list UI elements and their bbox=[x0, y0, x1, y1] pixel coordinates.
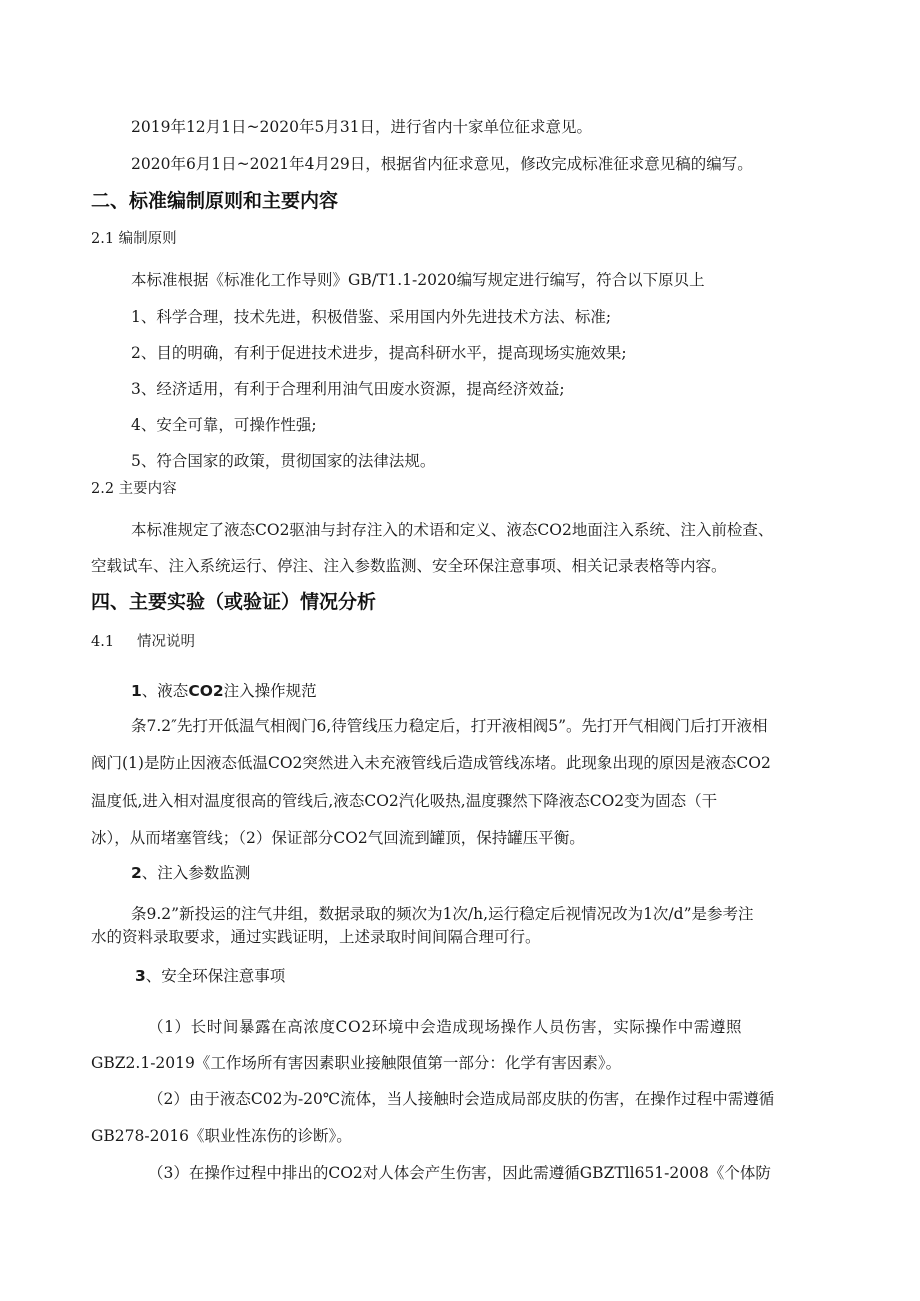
topic-2-paragraph-line-2: 水的资料录取要求，通过实践证明，上述录取时间间隔合理可行。 bbox=[91, 928, 541, 946]
section-2-heading: 二、标准编制原则和主要内容 bbox=[91, 190, 339, 212]
principle-item-4: 4、安全可靠，可操作性强; bbox=[131, 416, 317, 434]
topic-2-number: 2 bbox=[131, 864, 142, 882]
topic-3-label: 、安全环保注意事项 bbox=[145, 967, 286, 985]
safety-item-1-line-1: （1）长时间暴露在高浓度CO2环境中会造成现场操作人员伤害，实际操作中需遵照 bbox=[148, 1018, 743, 1036]
safety-item-3-line-1: （3）在操作过程中排出的CO2对人体会产生伤害，因此需遵循GBZTll651-2008《个体防 bbox=[148, 1164, 771, 1182]
topic-3-heading bbox=[135, 966, 285, 986]
subsection-4-1-number: 4.1 bbox=[91, 634, 115, 650]
section-4-heading: 四、主要实验（或验证）情况分析 bbox=[91, 591, 377, 613]
timeline-line-1: 2019年12月1日~2020年5月31日，进行省内十家单位征求意见。 bbox=[131, 118, 593, 136]
safety-item-1-line-2: GBZ2.1-2019《工作场所有害因素职业接触限值第一部分：化学有害因素》。 bbox=[91, 1054, 622, 1072]
principle-intro: 本标准根据《标准化工作导则》GB/T1.1-2020编写规定进行编写，符合以下原贝上 bbox=[131, 271, 705, 289]
subsection-2-1-heading: 2.1 编制原则 bbox=[91, 231, 177, 247]
subsection-2-2-heading: 2.2 主要内容 bbox=[91, 481, 177, 497]
topic-1-co2: CO2 bbox=[188, 682, 224, 700]
topic-2-label: 、注入参数监测 bbox=[141, 864, 251, 882]
content-paragraph-line-2: 空载试车、注入系统运行、停注、注入参数监测、安全环保注意事项、相关记录表格等内容。 bbox=[91, 557, 727, 575]
topic-1-paragraph-line-4: 冰），从而堵塞管线；（2）保证部分CO2气回流到罐顶，保持罐压平衡。 bbox=[91, 829, 585, 847]
topic-1-number: 1 bbox=[131, 682, 142, 700]
topic-1-label-end: 注入操作规范 bbox=[223, 682, 317, 700]
content-paragraph-line-1: 本标准规定了液态CO2驱油与封存注入的术语和定义、液态CO2地面注入系统、注入前检查、 bbox=[131, 521, 774, 539]
topic-1-paragraph-line-3: 温度低,进入相对温度很高的管线后,液态CO2汽化吸热,温度骤然下降液态CO2变为固态（干 bbox=[91, 792, 718, 810]
principle-item-2: 2、目的明确，有利于促进技术进步，提高科研水平，提高现场实施效果; bbox=[131, 344, 627, 362]
topic-1-heading bbox=[131, 681, 317, 701]
principle-item-3: 3、经济适用，有利于合理利用油气田废水资源，提高经济效益; bbox=[131, 380, 565, 398]
topic-3-number: 3 bbox=[135, 967, 146, 985]
subsection-4-1-title: 情况说明 bbox=[137, 634, 195, 650]
timeline-line-2: 2020年6月1日~2021年4月29日，根据省内征求意见，修改完成标准征求意见稿的编写。 bbox=[131, 155, 753, 173]
topic-2-heading bbox=[131, 863, 250, 883]
principle-item-5: 5、符合国家的政策，贯彻国家的法律法规。 bbox=[131, 452, 436, 470]
topic-1-paragraph-line-1: 条7.2″先打开低温气相阀门6,待管线压力稳定后，打开液相阀5”。先打开气相阀门后打开液相 bbox=[131, 717, 768, 735]
safety-item-2-line-2: GB278-2016《职业性冻伤的诊断》。 bbox=[91, 1127, 352, 1145]
principle-item-1: 1、科学合理，技术先进，积极借鉴、采用国内外先进技术方法、标准; bbox=[131, 308, 612, 326]
topic-1-paragraph-line-2: 阀门(1)是防止因液态低温CO2突然进入未充液管线后造成管线冻堵。此现象出现的原因是液态CO2 bbox=[91, 754, 771, 772]
topic-1-label-start: 、液态 bbox=[141, 682, 189, 700]
safety-item-2-line-1: （2）由于液态C02为-20℃流体，当人接触时会造成局部皮肤的伤害，在操作过程中需遵循 bbox=[148, 1090, 775, 1108]
topic-2-paragraph-line-1: 条9.2”新投运的注气井组，数据录取的频次为1次/h,运行稳定后视情况改为1次/d”是参考注 bbox=[131, 905, 754, 923]
